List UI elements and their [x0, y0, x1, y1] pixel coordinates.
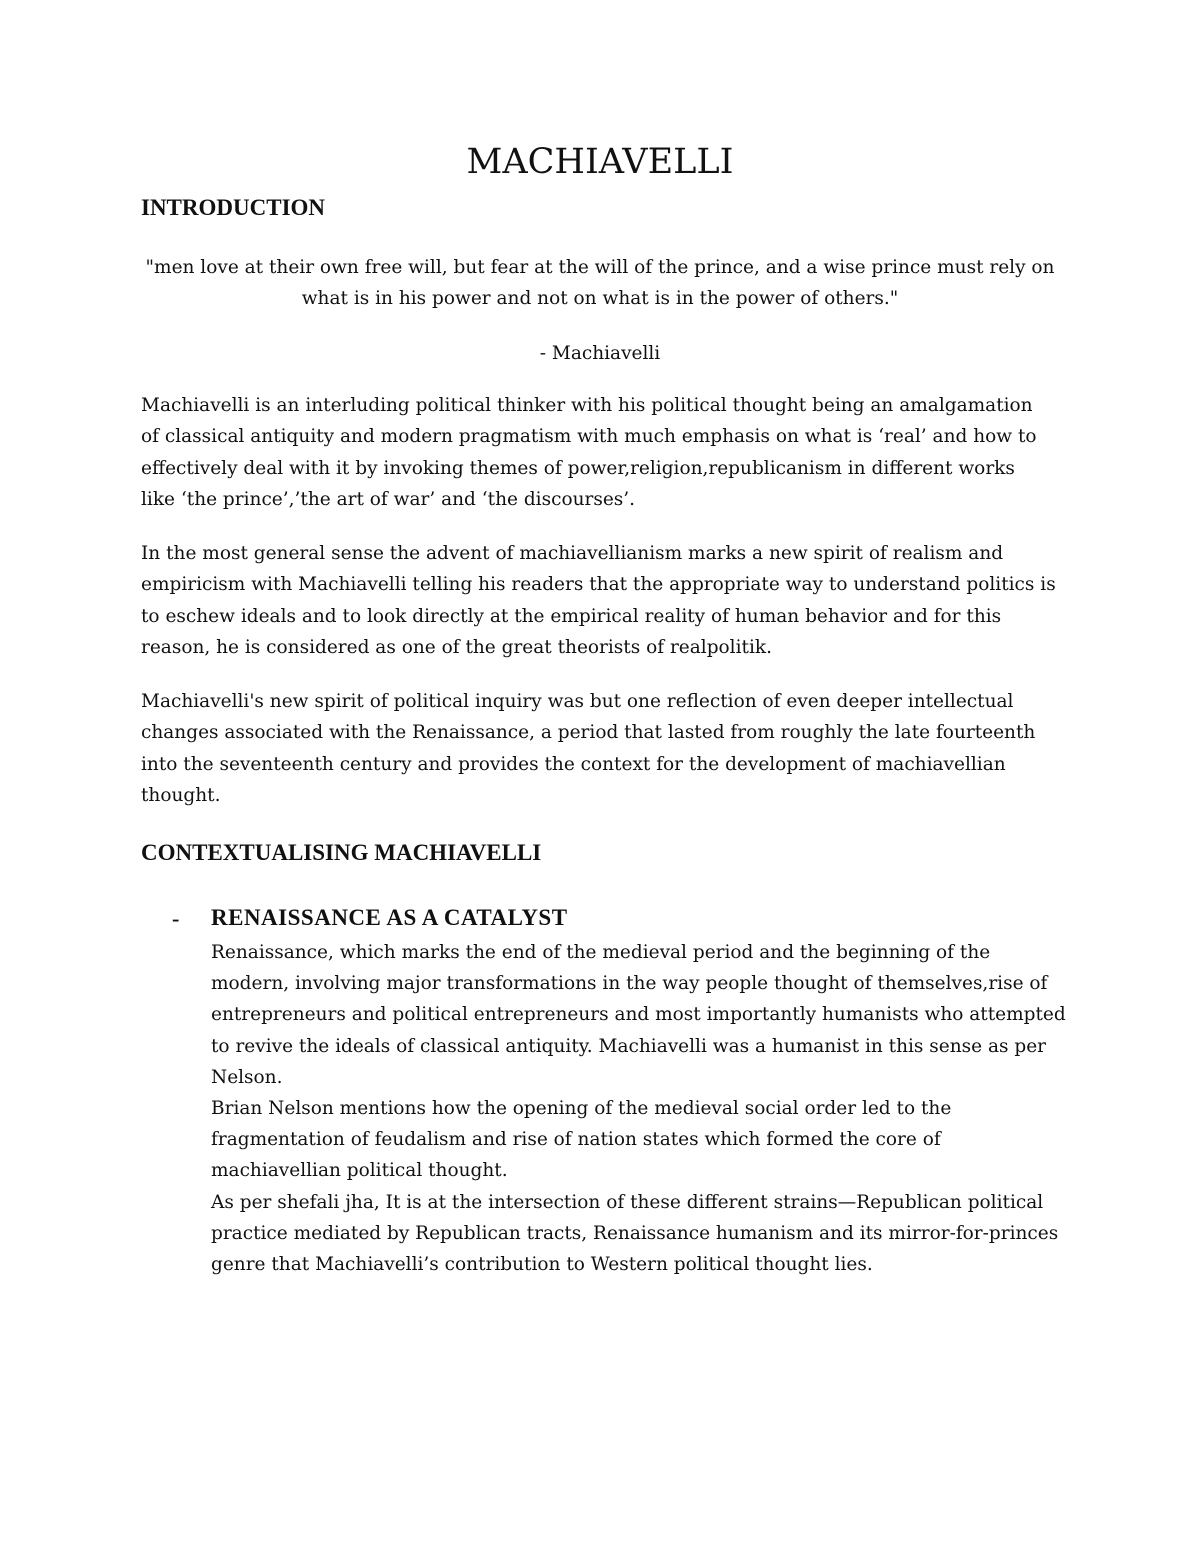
text-line: fragmentation of feudalism and rise of nation states which formed the core of: [211, 1129, 941, 1151]
text-line: practice mediated by Republican tracts, Renaissance humanism and its mirror-for-princes: [211, 1222, 1059, 1244]
bullet-heading-renaissance: RENAISSANCE AS A CATALYST: [211, 905, 568, 930]
document-title: MACHIAVELLI: [466, 142, 734, 182]
text-line: empiricism with Machiavelli telling his readers that the appropriate way to understand politics is: [141, 574, 1056, 596]
text-line: changes associated with the Renaissance, a period that lasted from roughly the late fourteenth: [141, 722, 1036, 744]
text-line: thought.: [141, 784, 221, 806]
text-line: genre that Machiavelli’s contribution to Western political thought lies.: [211, 1254, 873, 1276]
text-line: effectively deal with it by invoking themes of power,religion,republicanism in different works: [141, 457, 1015, 479]
text-line: Machiavelli's new spirit of political inquiry was but one reflection of even deeper intellectual: [141, 691, 1014, 712]
epigraph-quote: [130, 252, 1070, 314]
quote-line: what is in his power and not on what is in the power of others.": [301, 288, 899, 309]
quote-attribution: - Machiavelli: [539, 343, 661, 364]
text-line: In the most general sense the advent of machiavellianism marks a new spirit of realism and: [141, 543, 1004, 564]
text-line: modern, involving major transformations in the way people thought of themselves,rise of: [211, 973, 1048, 995]
text-line: reason, he is considered as one of the great theorists of realpolitik.: [141, 636, 772, 658]
bullet-dash-marker: -: [172, 906, 180, 931]
text-line: Machiavelli is an interluding political thinker with his political thought being an amalgamation: [141, 395, 1033, 416]
section-heading-contextualising: CONTEXTUALISING MACHIAVELLI: [141, 840, 542, 865]
text-line: like ‘the prince’,’the art of war’ and ‘the discourses’.: [141, 488, 636, 510]
text-line: to revive the ideals of classical antiquity. Machiavelli was a humanist in this sense as per: [211, 1035, 1047, 1057]
text-line: to eschew ideals and to look directly at the empirical reality of human behavior and for this: [141, 605, 1002, 627]
quote-line: "men love at their own free will, but fear at the will of the prince, and a wise prince must rely on: [145, 257, 1055, 278]
text-line: of classical antiquity and modern pragmatism with much emphasis on what is ‘real’ and how to: [141, 426, 1037, 448]
intro-paragraph-3: [141, 686, 1071, 811]
text-line: into the seventeenth century and provides the context for the development of machiavellian: [141, 753, 1006, 775]
bullet-body-renaissance: [211, 937, 1071, 1280]
text-line: entrepreneurs and political entrepreneurs and most importantly humanists who attempted: [211, 1004, 1066, 1026]
text-line: Brian Nelson mentions how the opening of the medieval social order led to the: [211, 1098, 952, 1120]
text-line: As per shefali jha, It is at the intersection of these different strains—Republican political: [211, 1191, 1044, 1213]
intro-paragraph-1: [141, 390, 1071, 515]
text-line: Renaissance, which marks the end of the medieval period and the beginning of the: [211, 942, 991, 963]
text-line: Nelson.: [211, 1066, 283, 1088]
intro-paragraph-2: [141, 538, 1071, 663]
section-heading-introduction: INTRODUCTION: [141, 195, 326, 220]
text-line: machiavellian political thought.: [211, 1160, 508, 1182]
